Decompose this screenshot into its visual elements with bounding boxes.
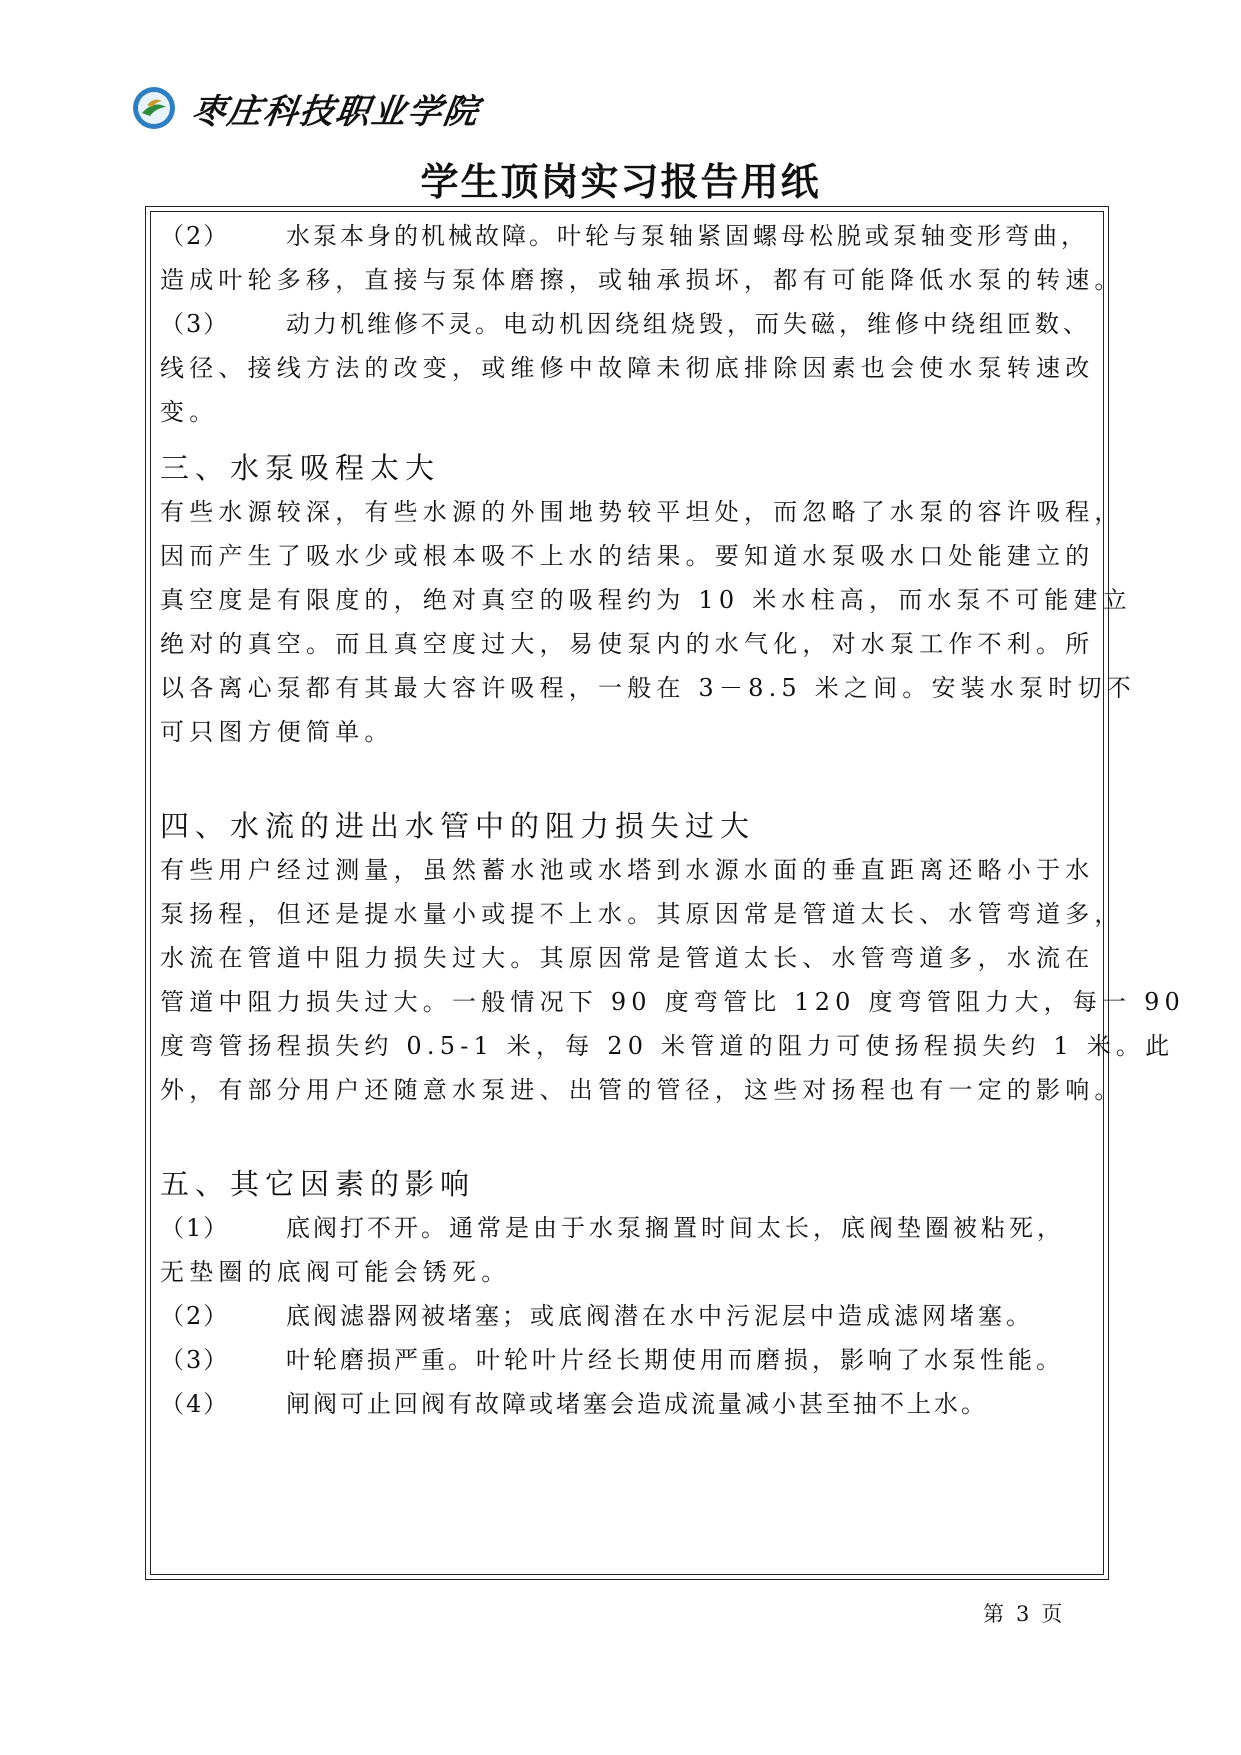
section-heading-4: 四、水流的进出水管中的阻力损失过大 <box>160 809 756 843</box>
item-text: 。通常是由于水泵搁置时间太长，底阀垫圈被粘死， <box>421 1214 1065 1242</box>
page-number-value: 3 <box>1016 1602 1030 1626</box>
item-lead: 叶轮磨损严重 <box>286 1346 448 1374</box>
text-line: 绝对的真空。而且真空度过大，易使泵内的水气化，对水泵工作不利。所 <box>160 630 1095 658</box>
item-lead: 动力机维修不灵 <box>286 310 475 338</box>
page-header <box>132 84 483 132</box>
numbered-item <box>160 306 1104 342</box>
numbered-item <box>160 1210 1104 1246</box>
section-3-paragraph <box>160 494 1136 750</box>
text-line: 水流在管道中阻力损失过大。其原因常是管道太长、水管弯道多，水流在 <box>160 944 1095 972</box>
numbered-item <box>160 1386 1104 1422</box>
section-5-list <box>160 1210 1104 1422</box>
item-text: 。叶轮与泵轴紧固螺母松脱或泵轴变形弯曲， <box>529 222 1089 250</box>
item-number: （2） <box>160 1302 230 1330</box>
page-title: 学生顶岗实习报告用纸 <box>420 160 821 204</box>
item-text: ；或底阀潜在水中污泥层中造成滤网堵塞。 <box>502 1302 1034 1330</box>
text-line: 外，有部分用户还随意水泵进、出管的管径，这些对扬程也有一定的影响。 <box>160 1076 1124 1104</box>
page-number <box>983 1598 1074 1628</box>
item-number: （2） <box>160 222 230 250</box>
text-line: 可只图方便简单。 <box>160 718 394 746</box>
text-line: 以各离心泵都有其最大容许吸程，一般在 3－8.5 米之间。安装水泵时切不 <box>160 674 1136 702</box>
page-suffix: 页 <box>1041 1602 1063 1626</box>
text-line: 有些用户经过测量，虽然蓄水池或水塔到水源水面的垂直距离还略小于水 <box>160 856 1095 884</box>
text-line: 无垫圈的底阀可能会锈死。 <box>160 1258 511 1286</box>
text-line: 度弯管扬程损失约 0.5-1 米，每 20 米管道的阻力可使扬程损失约 1 米。此 <box>160 1032 1175 1060</box>
item-lead: 闸阀可止回阀有故障或堵塞会造成流量减小甚至抽不上水 <box>286 1390 961 1418</box>
section-heading-3: 三、水泵吸程太大 <box>160 451 441 485</box>
page-prefix: 第 <box>983 1602 1004 1626</box>
school-logo-icon <box>132 86 176 130</box>
numbered-item <box>160 218 1104 254</box>
text-line: 因而产生了吸水少或根本吸不上水的结果。要知道水泵吸水口处能建立的 <box>160 542 1095 570</box>
item-text: 。叶轮叶片经长期使用而磨损，影响了水泵性能。 <box>448 1346 1064 1374</box>
text-line: 造成叶轮多移，直接与泵体磨擦，或轴承损坏，都有可能降低水泵的转速。 <box>160 266 1124 294</box>
text-line: 泵扬程，但还是提水量小或提不上水。其原因常是管道太长、水管弯道多， <box>160 900 1124 928</box>
item-lead: 底阀滤器网被堵塞 <box>286 1302 502 1330</box>
text-line: 管道中阻力损失过大。一般情况下 90 度弯管比 120 度弯管阻力大，每一 90 <box>160 988 1186 1016</box>
school-name: 枣庄科技职业学院 <box>188 91 483 132</box>
text-line: 真空度是有限度的，绝对真空的吸程约为 10 米水柱高，而水泵不可能建立 <box>160 586 1132 614</box>
item-number: （1） <box>160 1214 230 1242</box>
text-line: 有些水源较深，有些水源的外围地势较平坦处，而忽略了水泵的容许吸程， <box>160 498 1124 526</box>
item-number: （3） <box>160 310 230 338</box>
item-text: 。 <box>961 1390 989 1418</box>
item-lead: 水泵本身的机械故障 <box>286 222 529 250</box>
item-text: 。电动机因绕组烧毁，而失磁，维修中绕组匝数、 <box>475 310 1091 338</box>
report-body <box>160 218 1186 1430</box>
numbered-item <box>160 1342 1104 1378</box>
section-2-continuation <box>160 218 1124 430</box>
section-heading-5: 五、其它因素的影响 <box>160 1167 476 1201</box>
text-line: 变。 <box>160 398 219 426</box>
numbered-item <box>160 1298 1104 1334</box>
text-line: 线径、接线方法的改变，或维修中故障未彻底排除因素也会使水泵转速改 <box>160 354 1095 382</box>
item-number: （4） <box>160 1390 230 1418</box>
section-4-paragraph <box>160 852 1186 1108</box>
item-lead: 底阀打不开 <box>286 1214 421 1242</box>
item-number: （3） <box>160 1346 230 1374</box>
